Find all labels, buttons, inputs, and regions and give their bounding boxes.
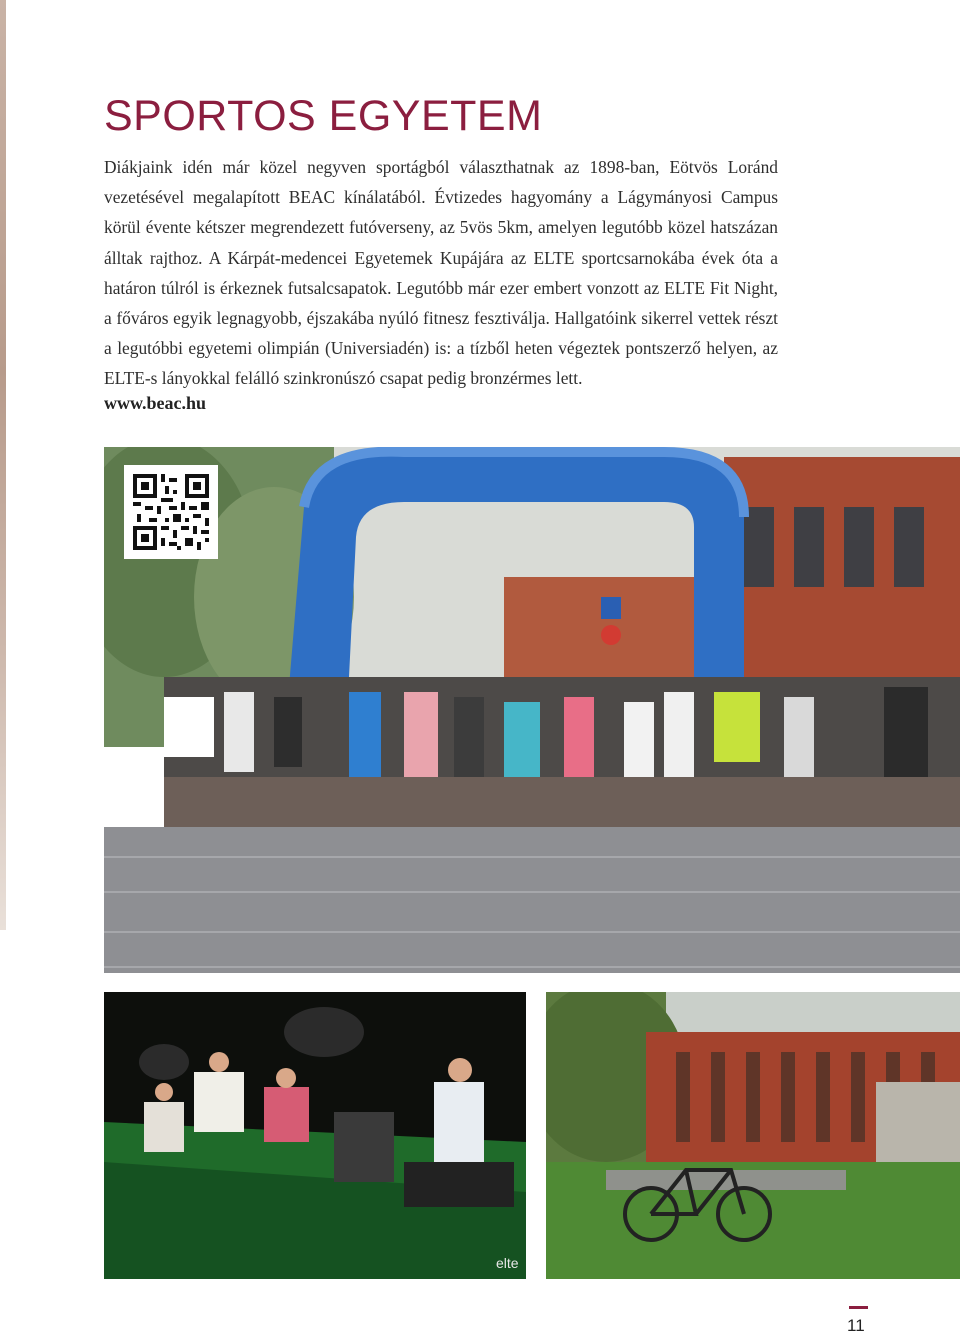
page-number-rule bbox=[849, 1306, 868, 1309]
fitness-class-photo bbox=[104, 992, 526, 1279]
page-edge-decoration bbox=[0, 0, 6, 930]
page-number: 11 bbox=[847, 1316, 865, 1335]
running-race-photo bbox=[104, 447, 960, 973]
gym-watermark: elte bbox=[496, 1255, 519, 1271]
qr-code[interactable] bbox=[124, 465, 218, 559]
website-link[interactable]: www.beac.hu bbox=[104, 393, 207, 413]
page-title: SPORTOS EGYETEM bbox=[104, 92, 543, 140]
campus-bicycle-photo bbox=[546, 992, 960, 1279]
intro-paragraph: Diákjaink idén már közel negyven sportágból választhatnak az 1898-ban, Eötvös Loránd vezetésével megalapított BEAC kínálatából. Évtizedes hagyomány a Lágymányosi Campus körül évente kétszer megrendezett futóverseny, az 5vös 5km, amelyen legutóbb közel hatszázan álltak rajthoz. A Kárpát-medencei Egyetemek Kupájára az ELTE sportcsarnokába évek óta a határon túlról is érkeznek futsalcsapatok. Legutóbb már ezer embert vonzott az ELTE Fit Night, a főváros egyik legnagyobb, éjszakába nyúló fitnesz fesztiválja. Hallgatóink sikerrel vettek részt a legutóbbi egyetemi olimpián (Universiadén) is: a tízből heten végeztek pontszerző helyen, az ELTE-s lányokkal felálló szinkronúszó csapat pedig bronzérmes lett. bbox=[104, 157, 778, 389]
